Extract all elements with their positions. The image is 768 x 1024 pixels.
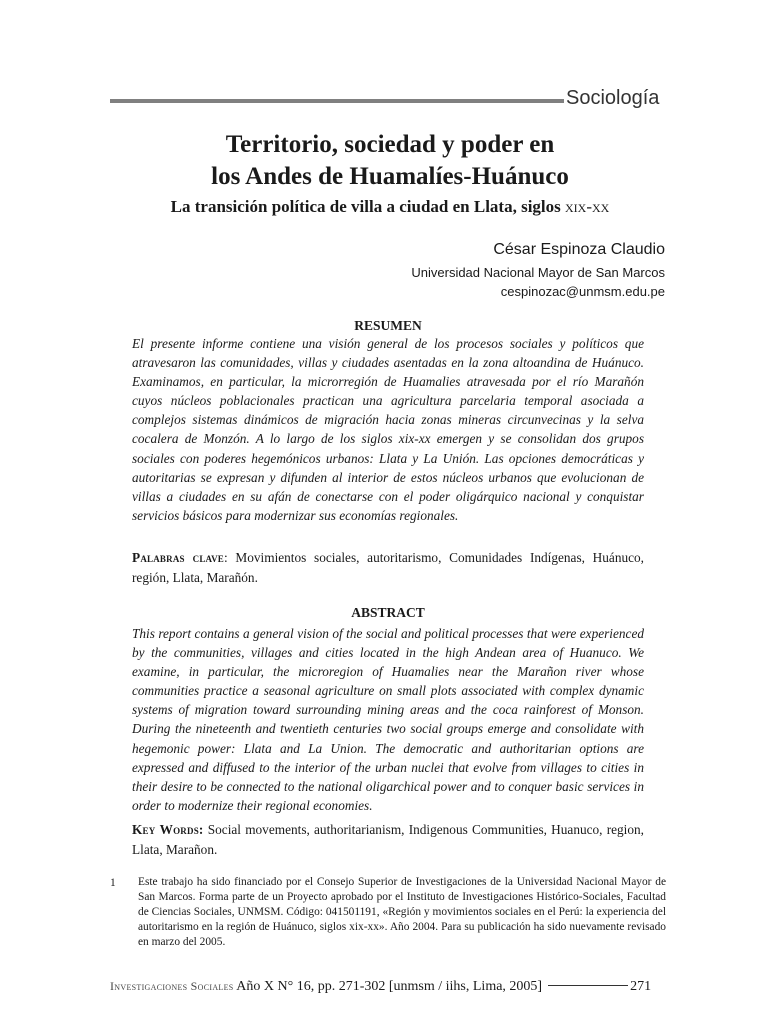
section-label: Sociología bbox=[566, 87, 660, 109]
resumen-text: El presente informe contiene una visión general de los procesos sociales y políticos que atravesaron las comunidades, villas y ciudades asentadas en la zona altoandina de Huánuco. Examinamos, en particular, la microrregión de Huamalies atravesada por el río Marañón cuyos núcleos poblacionales practican una agricultura parcelaria temporal asociada a complejos sistemas dinámicos de migración hacia zonas mineras circunvecinas y la selva cocalera de Monzón. A lo largo de los siglos xix-xx emergen y se consolidan dos grupos sociales con poderes hegemónicos urbanos: Llata y La Unión. Las opciones democráticas y autoritarias se expresan y difunden al interior de estos núcleos urbanos que evolucionan de villas a ciudades en su afán de conectarse con el poder oligárquico nacional y conquistar servicios básicos para modernizar sus economías regionales. bbox=[132, 336, 644, 523]
subtitle-centuries: xix-xx bbox=[565, 197, 610, 216]
subtitle-text: La transición política de villa a ciudad en Llata, siglos bbox=[170, 197, 566, 216]
abstract-text: This report contains a general vision of the social and political processes that were experienced by the communities, villages and cities located in the high Andean area of Huanuco. We examine, in particular, the microregion of Huamalies near the Marañon river whose communities practice a seasonal agriculture on small plots associated with complex dynamic systems of migration toward surrounding mining areas and the coca rainforest of Monson. During the nineteenth and twentieth centuries two social groups emerge and consolidate with hegemonic power: Llata and La Union. The democratic and authoritarian options are expressed and diffused to the interior of the urban nuclei that evolve from villages to cities in their desire to be connected to the national oligarchical power and to conquer basic services in order to modernize their regional economies. bbox=[132, 626, 644, 813]
key-words bbox=[132, 820, 644, 859]
footer-rule bbox=[548, 985, 628, 986]
article-title bbox=[100, 129, 680, 193]
key-words-label: Key Words: bbox=[132, 822, 204, 837]
title-line-2: los Andes de Huamalíes-Huánuco bbox=[211, 163, 569, 190]
page-footer bbox=[110, 976, 670, 996]
palabras-clave-list: : Movimientos sociales, autoritarismo, Comunidades Indígenas, Huánuco, región, Llata, Marañón. bbox=[132, 550, 644, 585]
palabras-clave-label: Palabras clave bbox=[132, 550, 224, 565]
abstract-heading: ABSTRACT bbox=[351, 605, 425, 620]
title-line-1: Territorio, sociedad y poder en bbox=[225, 131, 555, 158]
author-affiliation: Universidad Nacional Mayor de San Marcos bbox=[411, 265, 665, 280]
author-name: César Espinoza Claudio bbox=[493, 241, 665, 258]
footnote-text: Este trabajo ha sido financiado por el Consejo Superior de Investigaciones de la Universidad Nacional Mayor de San Marcos. Forma parte de un Proyecto aprobado por el Instituto de Investigaciones Histórico-Sociales, Facultad de Ciencias Sociales, UNMSM. Código: 041501191, «Región y movimientos sociales en el Perú: la experiencia del autoritarismo en la región de Huánuco, siglos xix-xx». Año 2004. Para su publicación ha sido nuevamente revisado en marzo del 2005. bbox=[138, 876, 666, 949]
resumen-heading: RESUMEN bbox=[354, 318, 422, 333]
header-rule bbox=[110, 99, 564, 103]
footnote-mark: 1 bbox=[110, 877, 116, 889]
palabras-clave bbox=[132, 548, 644, 587]
journal-name: Investigaciones Sociales bbox=[110, 979, 234, 993]
key-words-list: Social movements, authoritarianism, Indigenous Communities, Huanuco, region, Llata, Marañon. bbox=[132, 822, 644, 857]
author-email[interactable]: cespinozac@unmsm.edu.pe bbox=[500, 284, 665, 299]
page-number: 271 bbox=[630, 979, 652, 994]
article-subtitle bbox=[80, 196, 700, 218]
journal-citation: Año X N° 16, pp. 271-302 [unmsm / iihs, Lima, 2005] bbox=[233, 979, 543, 994]
